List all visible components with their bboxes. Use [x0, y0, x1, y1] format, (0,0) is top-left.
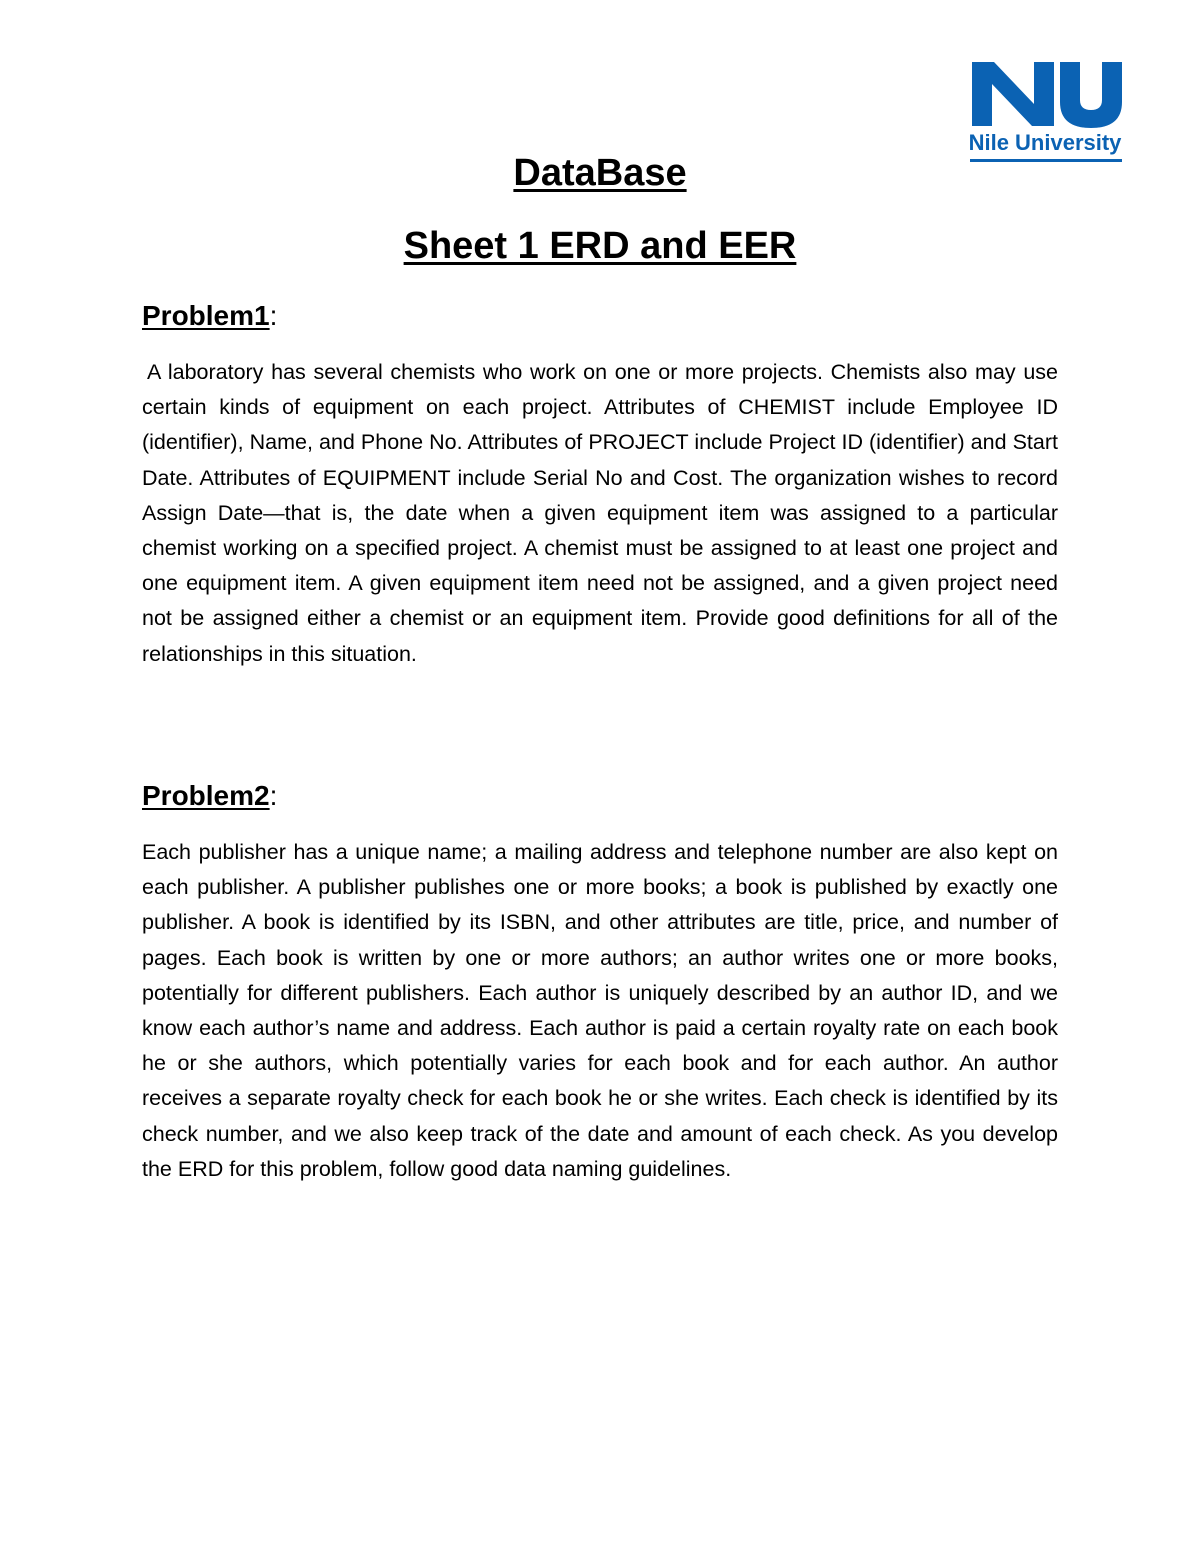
problem-2-heading-text: Problem2	[142, 780, 270, 811]
problem-1-heading	[142, 300, 277, 332]
nu-logo-mark-icon	[964, 54, 1126, 130]
document-title: DataBase	[513, 152, 687, 194]
problem-2-heading-colon: :	[269, 780, 278, 811]
problem-1-heading-text: Problem1	[142, 300, 270, 331]
problem-2-text: Each publisher has a unique name; a mailing address and telephone number are also kept on each publisher. A publisher publishes one or more books; a book is published by exactly one publisher. A book is identified by its ISBN, and other attributes are title, price, and number of pages. Each book is written by one or more authors; an author writes one or more books, potentially for different publishers. Each author is uniquely described by an author ID, and we know each author’s name and address. Each author is paid a certain royalty rate on each book he or she authors, which potentially varies for each book and for each author. An author receives a separate royalty check for each book he or she writes. Each check is identified by its check number, and we also keep track of the date and amount of each check. As you develop the ERD for this problem, follow good data naming guidelines.	[142, 840, 1058, 1181]
nile-university-logo	[964, 54, 1126, 166]
document-subtitle: Sheet 1 ERD and EER	[403, 225, 797, 267]
problem-2-heading	[142, 780, 277, 812]
problem-1-heading-colon: :	[269, 300, 278, 331]
logo-text: Nile University	[968, 130, 1122, 155]
problem-1-text: A laboratory has several chemists who work on one or more projects. Chemists also may use certain kinds of equipment on each project. Attributes of CHEMIST include Employee ID (identifier), Name, and Phone No. Attributes of PROJECT include Project ID (identifier) and Start Date. Attributes of EQUIPMENT include Serial No and Cost. The organization wishes to record Assign Date—that is, the date when a given equipment item was assigned to a particular chemist working on a specified project. A chemist must be assigned to at least one project and one equipment item. A given equipment item need not be assigned, and a given project need not be assigned either a chemist or an equipment item. Provide good definitions for all of the relationships in this situation.	[142, 360, 1058, 666]
